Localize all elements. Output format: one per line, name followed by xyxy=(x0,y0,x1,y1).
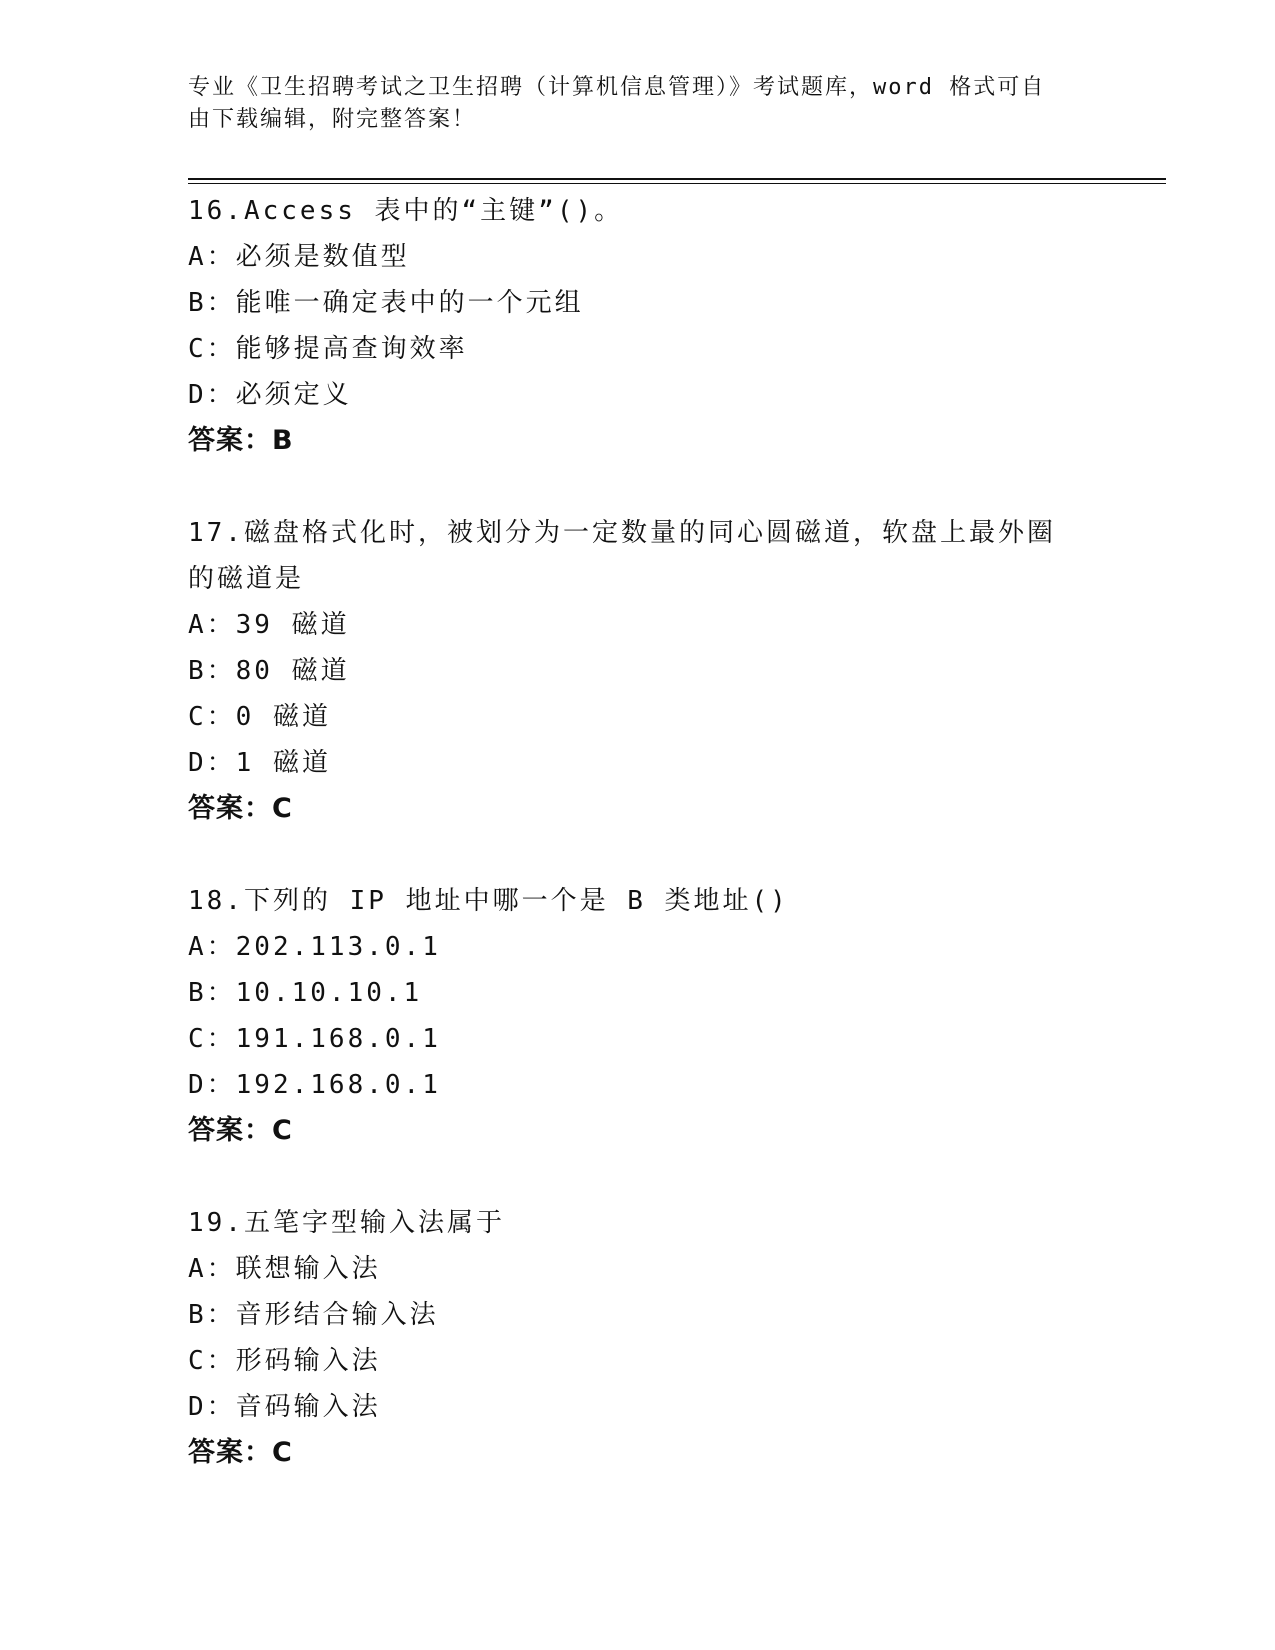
document-header xyxy=(188,72,1068,136)
option-key: D： xyxy=(188,1392,236,1422)
option-a xyxy=(188,234,1088,280)
option-key: C： xyxy=(188,334,236,364)
option-text: 能够提高查询效率 xyxy=(235,334,468,364)
question-16 xyxy=(188,188,1088,464)
option-b xyxy=(188,1292,1088,1338)
header-line-2: 由下载编辑，附完整答案！ xyxy=(188,107,477,132)
option-b xyxy=(188,648,1088,694)
option-c xyxy=(188,326,1088,372)
answer-line: 答案：C xyxy=(188,1437,293,1468)
question-17 xyxy=(188,510,1088,832)
option-text: 形码输入法 xyxy=(235,1346,381,1376)
option-text: 联想输入法 xyxy=(235,1254,381,1284)
question-title: 18.下列的 IP 地址中哪一个是 B 类地址() xyxy=(188,886,789,916)
option-key: C： xyxy=(188,1346,236,1376)
option-key: D： xyxy=(188,748,236,778)
option-text: 80 磁道 xyxy=(235,656,350,686)
question-18 xyxy=(188,878,1088,1154)
option-b xyxy=(188,280,1088,326)
option-key: B： xyxy=(188,1300,236,1330)
option-text: 39 磁道 xyxy=(235,610,350,640)
option-key: A： xyxy=(188,932,236,962)
option-a xyxy=(188,924,1088,970)
option-c xyxy=(188,694,1088,740)
option-text: 必须是数值型 xyxy=(235,242,410,272)
question-19 xyxy=(188,1200,1088,1476)
header-line-1: 专业《卫生招聘考试之卫生招聘（计算机信息管理）》考试题库，word 格式可自 xyxy=(188,75,1046,100)
option-key: D： xyxy=(188,1070,236,1100)
option-key: B： xyxy=(188,656,236,686)
option-text: 音码输入法 xyxy=(235,1392,381,1422)
option-d xyxy=(188,1062,1088,1108)
question-title: 16.Access 表中的“主键”()。 xyxy=(188,196,624,226)
option-key: D： xyxy=(188,380,236,410)
option-c xyxy=(188,1338,1088,1384)
question-list xyxy=(188,188,1088,1476)
option-key: A： xyxy=(188,1254,236,1284)
option-text: 能唯一确定表中的一个元组 xyxy=(235,288,584,318)
answer-line: 答案：C xyxy=(188,793,293,824)
option-key: B： xyxy=(188,978,236,1008)
question-title: 17.磁盘格式化时，被划分为一定数量的同心圆磁道，软盘上最外圈的磁道是 xyxy=(188,518,1056,594)
option-text: 必须定义 xyxy=(235,380,352,410)
option-b xyxy=(188,970,1088,1016)
option-d xyxy=(188,372,1088,418)
option-key: A： xyxy=(188,242,236,272)
option-key: B： xyxy=(188,288,236,318)
option-text: 202.113.0.1 xyxy=(235,932,441,962)
option-a xyxy=(188,602,1088,648)
header-divider-thin xyxy=(188,183,1166,184)
option-key: C： xyxy=(188,1024,236,1054)
option-text: 1 磁道 xyxy=(235,748,331,778)
option-key: A： xyxy=(188,610,236,640)
option-text: 0 磁道 xyxy=(235,702,331,732)
answer-line: 答案：C xyxy=(188,1115,293,1146)
option-c xyxy=(188,1016,1088,1062)
option-key: C： xyxy=(188,702,236,732)
option-d xyxy=(188,1384,1088,1430)
option-text: 音形结合输入法 xyxy=(235,1300,439,1330)
header-divider-thick xyxy=(188,178,1166,180)
option-d xyxy=(188,740,1088,786)
option-text: 10.10.10.1 xyxy=(235,978,423,1008)
answer-line: 答案：B xyxy=(188,425,294,456)
option-a xyxy=(188,1246,1088,1292)
question-title: 19.五笔字型输入法属于 xyxy=(188,1208,505,1238)
option-text: 191.168.0.1 xyxy=(235,1024,441,1054)
option-text: 192.168.0.1 xyxy=(235,1070,441,1100)
